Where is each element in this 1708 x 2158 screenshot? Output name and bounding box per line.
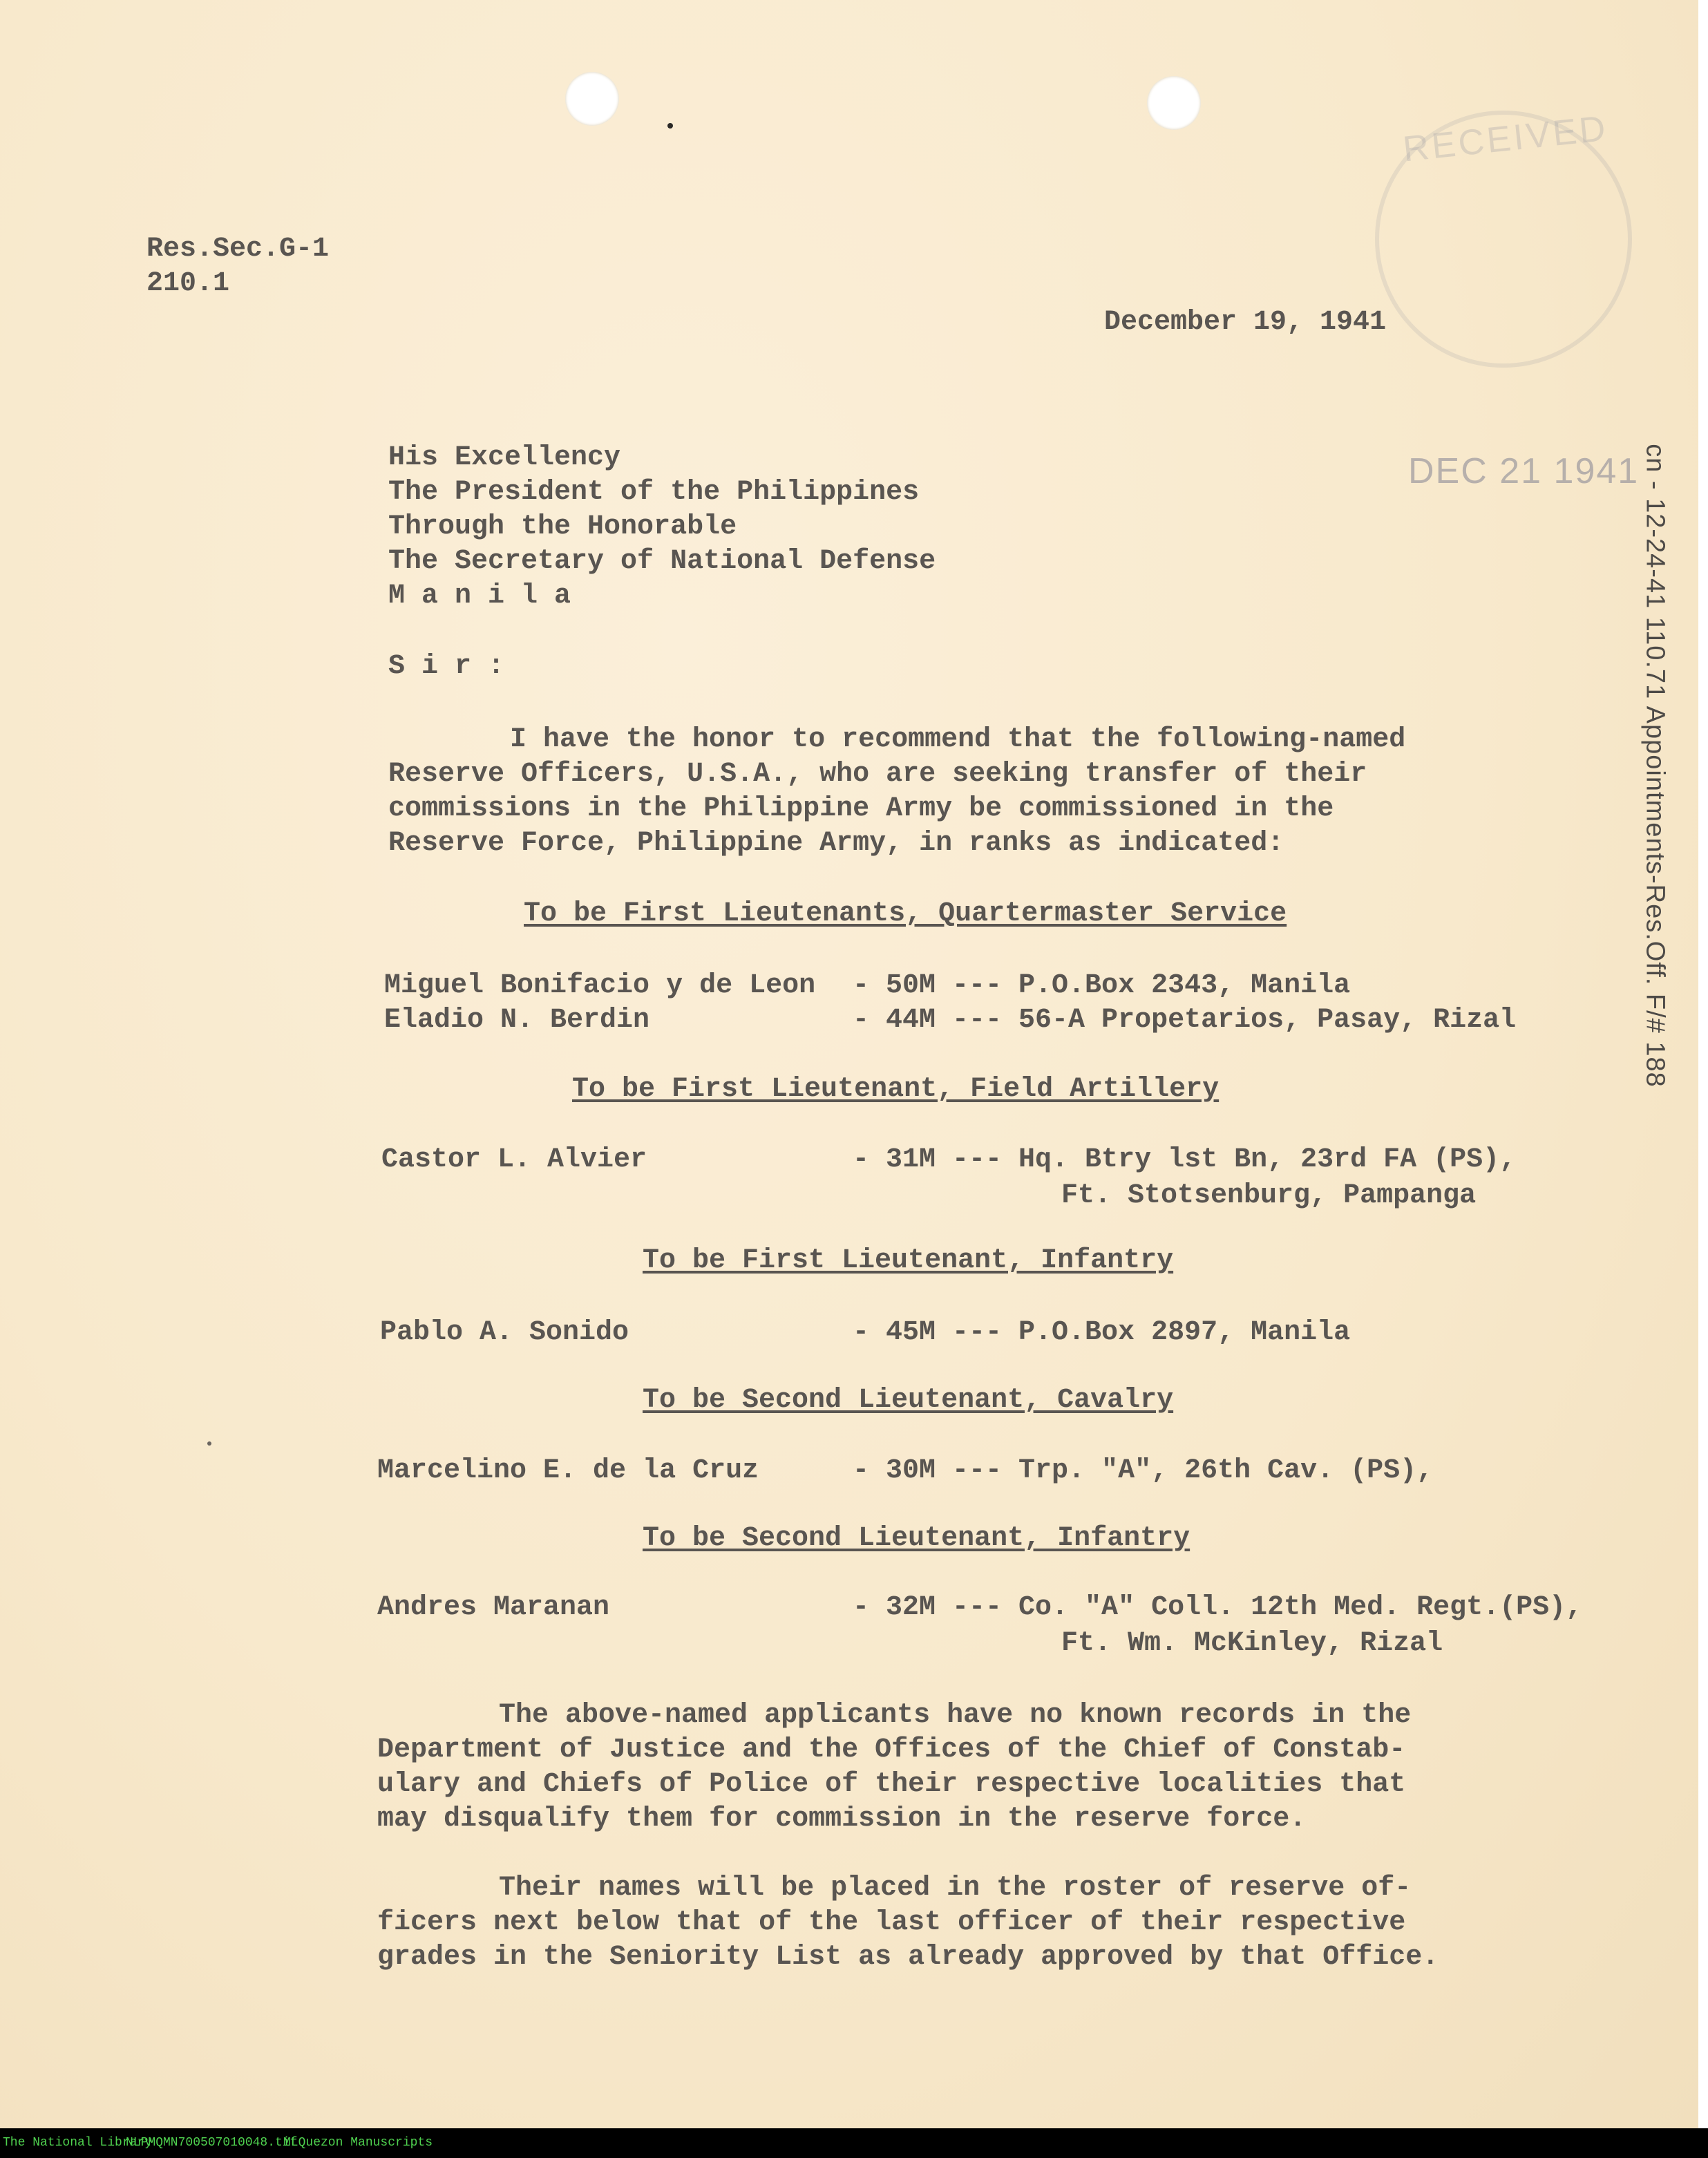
- footer-filename: NLPMQMN700507010048.tif: [126, 2136, 298, 2150]
- footer-library: The National Library: [3, 2136, 153, 2150]
- filing-annotation: cn - 12-24-41 110.71 Appointments-Res.Off. F/# 188: [1640, 444, 1670, 1088]
- date-received-stamp: DEC 21 1941: [1408, 451, 1640, 491]
- section-heading: To be Second Lieutenant, Infantry: [643, 1523, 1190, 1554]
- officer-detail: - 30M --- Trp. "A", 26th Cav. (PS),: [853, 1455, 1434, 1486]
- punch-hole-right: [1147, 76, 1201, 130]
- officer-detail: - 44M --- 56-A Propetarios, Pasay, Rizal: [853, 1005, 1517, 1036]
- officer-name: Castor L. Alvier: [381, 1144, 647, 1175]
- paragraph-line: I have the honor to recommend that the following-named: [510, 724, 1406, 755]
- paragraph-line: The above-named applicants have no known records in the: [499, 1700, 1412, 1731]
- scan-footer: [0, 2128, 1708, 2158]
- officer-name: Andres Maranan: [377, 1592, 610, 1623]
- officer-detail: - 32M --- Co. "A" Coll. 12th Med. Regt.(PS),: [853, 1592, 1583, 1623]
- salutation: S i r :: [388, 651, 505, 682]
- punch-hole-left: [565, 72, 619, 126]
- footer-collection: MLQuezon Manuscripts: [283, 2136, 433, 2150]
- address-line: The Secretary of National Defense: [388, 546, 936, 577]
- paragraph-line: Their names will be placed in the roster of reserve of-: [499, 1873, 1412, 1904]
- officer-detail: - 45M --- P.O.Box 2897, Manila: [853, 1317, 1351, 1348]
- officer-name: Pablo A. Sonido: [380, 1317, 629, 1348]
- paragraph-line: grades in the Seniority List as already approved by that Office.: [377, 1942, 1439, 1973]
- address-line: M a n i l a: [388, 580, 571, 612]
- file-ref-line1: Res.Sec.G-1: [146, 234, 330, 265]
- officer-detail: - 31M --- Hq. Btry lst Bn, 23rd FA (PS),: [853, 1144, 1517, 1175]
- file-ref-line2: 210.1: [146, 268, 230, 299]
- officer-detail: - 50M --- P.O.Box 2343, Manila: [853, 970, 1351, 1001]
- section-heading: To be Second Lieutenant, Cavalry: [643, 1385, 1174, 1416]
- paragraph-line: may disqualify them for commission in the reserve force.: [377, 1804, 1307, 1835]
- page-edge: [1698, 0, 1708, 2128]
- address-line: The President of the Philippines: [388, 477, 920, 508]
- paragraph-line: Department of Justice and the Offices of the Chief of Constab-: [377, 1734, 1406, 1766]
- address-line: His Excellency: [388, 442, 621, 473]
- officer-detail-cont: Ft. Stotsenburg, Pampanga: [1061, 1180, 1477, 1211]
- letter-date: December 19, 1941: [1104, 307, 1387, 338]
- received-stamp: RECEIVED: [1401, 108, 1611, 170]
- paragraph-line: Reserve Officers, U.S.A., who are seeking transfer of their: [388, 759, 1367, 790]
- section-heading: To be First Lieutenant, Field Artillery: [572, 1074, 1220, 1105]
- officer-name: Miguel Bonifacio y de Leon: [384, 970, 816, 1001]
- address-line: Through the Honorable: [388, 511, 737, 542]
- ink-speck: [207, 1441, 211, 1446]
- officer-detail-cont: Ft. Wm. McKinley, Rizal: [1061, 1628, 1443, 1659]
- section-heading: To be First Lieutenants, Quartermaster Service: [524, 898, 1287, 929]
- paragraph-line: commissions in the Philippine Army be commissioned in the: [388, 793, 1334, 824]
- section-heading: To be First Lieutenant, Infantry: [643, 1245, 1174, 1276]
- officer-name: Marcelino E. de la Cruz: [377, 1455, 759, 1486]
- ink-speck: [667, 123, 673, 129]
- officer-name: Eladio N. Berdin: [384, 1005, 650, 1036]
- paragraph-line: ficers next below that of the last officer of their respective: [377, 1907, 1406, 1938]
- paragraph-line: ulary and Chiefs of Police of their respective localities that: [377, 1769, 1406, 1800]
- paragraph-line: Reserve Force, Philippine Army, in ranks as indicated:: [388, 828, 1284, 859]
